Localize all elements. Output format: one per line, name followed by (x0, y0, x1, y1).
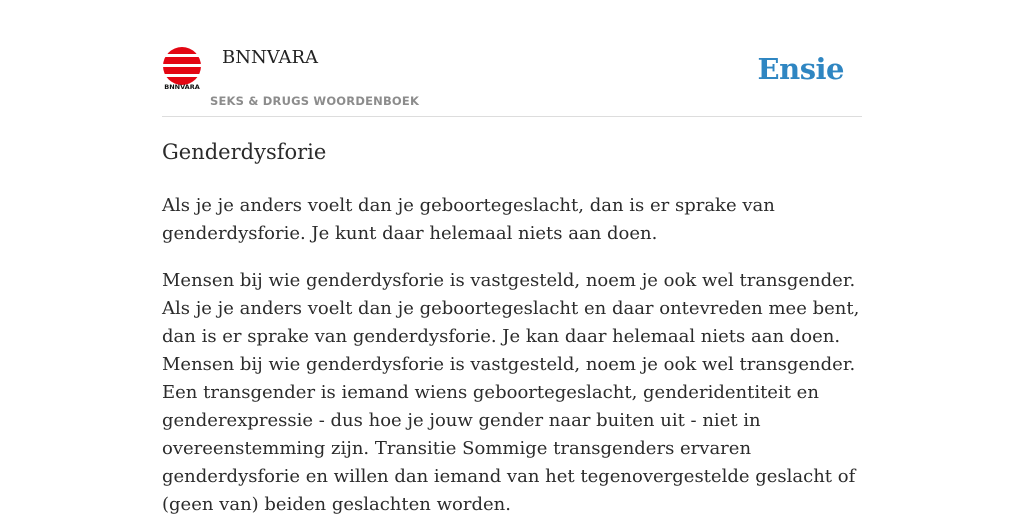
bnnvara-logo[interactable] (162, 46, 202, 92)
page (162, 0, 862, 515)
ensie-logo[interactable]: Ensie (757, 52, 844, 86)
page-title: Genderdysforie (162, 140, 327, 164)
svg-text:BNNVARA: BNNVARA (164, 83, 200, 91)
dictionary-subtitle[interactable]: SEKS & DRUGS WOORDENBOEK (210, 94, 420, 108)
definition-long: Mensen bij wie genderdysforie is vastgesteld, noem je ook wel transgender. Als je je anders voelt dan je geboortegeslacht en daar ontevreden mee bent, dan is er sprake van genderdysforie. Je kan daar helemaal niets aan doen. Mensen bij wie genderdysforie is vastgesteld, noem je ook wel transgender. Een transgender is iemand wiens geboortegeslacht, genderidentiteit en genderexpressie - dus hoe je jouw gender naar buiten uit - niet in overeenstemming zijn. Transitie Sommige transgenders ervaren genderdysforie en willen dan iemand van het tegenovergestelde geslacht of (geen van) beiden geslachten worden. (162, 270, 860, 515)
header (162, 0, 862, 117)
brand-name[interactable]: BNNVARA (222, 47, 319, 68)
definition-short: Als je je anders voelt dan je geboortegeslacht, dan is er sprake van genderdysforie. Je kunt daar helemaal niets aan doen. (162, 195, 775, 244)
